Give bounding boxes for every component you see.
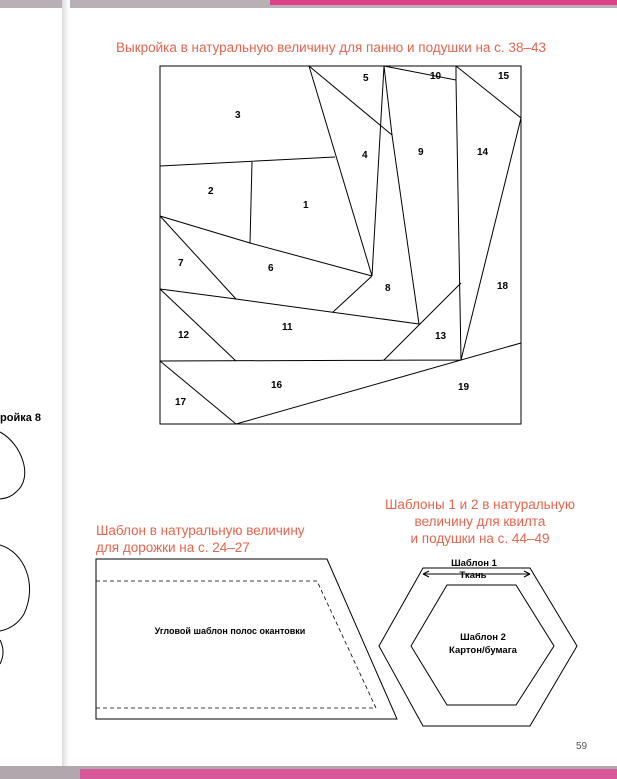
piece-label: 17 [175, 397, 187, 408]
left-page-label: ройка 8 [0, 412, 41, 424]
hexagon-templates-title-line-2: величину для квилта [414, 514, 546, 529]
piece-label: 19 [458, 382, 470, 393]
piece-label: 4 [362, 150, 368, 161]
cover-edge [80, 769, 617, 779]
block-piece-labels [175, 71, 510, 408]
block-seam-lines [160, 66, 521, 424]
piece-label: 5 [363, 73, 369, 84]
corner-template-label: Угловой шаблон полос окантовки [154, 626, 306, 636]
piece-label: 2 [208, 186, 214, 197]
piece-label: 8 [385, 283, 391, 294]
piece-label: 13 [435, 331, 447, 342]
piece-label: 16 [271, 380, 283, 391]
piece-label: 7 [178, 258, 184, 269]
piece-label: 12 [178, 330, 190, 341]
piece-label: 6 [268, 263, 274, 274]
corner-template-seam-allowance [96, 581, 376, 708]
left-fragment-teardrop [0, 432, 25, 499]
piece-label: 15 [498, 71, 510, 82]
piece-label: 14 [477, 147, 489, 158]
left-fragment-circle-arc [0, 545, 30, 631]
template-1-material: Ткань [459, 570, 487, 581]
page-number: 59 [576, 741, 588, 752]
block-outline [160, 66, 521, 424]
runner-template-title-line-2: для дорожки на с. 24–27 [96, 540, 250, 555]
template-2-name: Шаблон 2 [460, 632, 506, 643]
template-1-name: Шаблон 1 [451, 558, 497, 569]
corner-template-outline [96, 559, 397, 719]
piece-label: 18 [497, 281, 509, 292]
template-2-material: Картон/бумага [449, 645, 517, 656]
piece-label: 11 [282, 322, 293, 333]
piece-label: 10 [430, 71, 442, 82]
left-page-fragment [0, 432, 30, 664]
left-fragment-small-arc [0, 640, 3, 664]
hexagon-templates-title-line-3: и подушки на с. 44–49 [410, 531, 550, 546]
hexagon-templates-title-line-1: Шаблоны 1 и 2 в натуральную [384, 497, 576, 512]
runner-template-title-line-1: Шаблон в натуральную величину [96, 523, 305, 538]
runner-corner-template [96, 559, 397, 719]
block-pattern [160, 66, 521, 424]
scan-bottom-edge [0, 766, 617, 779]
piece-label: 9 [418, 147, 424, 158]
block-pattern-title: Выкройка в натуральную величину для панно и подушки на с. 38–43 [116, 40, 546, 55]
piece-label: 1 [303, 200, 309, 211]
piece-label: 3 [235, 110, 241, 121]
